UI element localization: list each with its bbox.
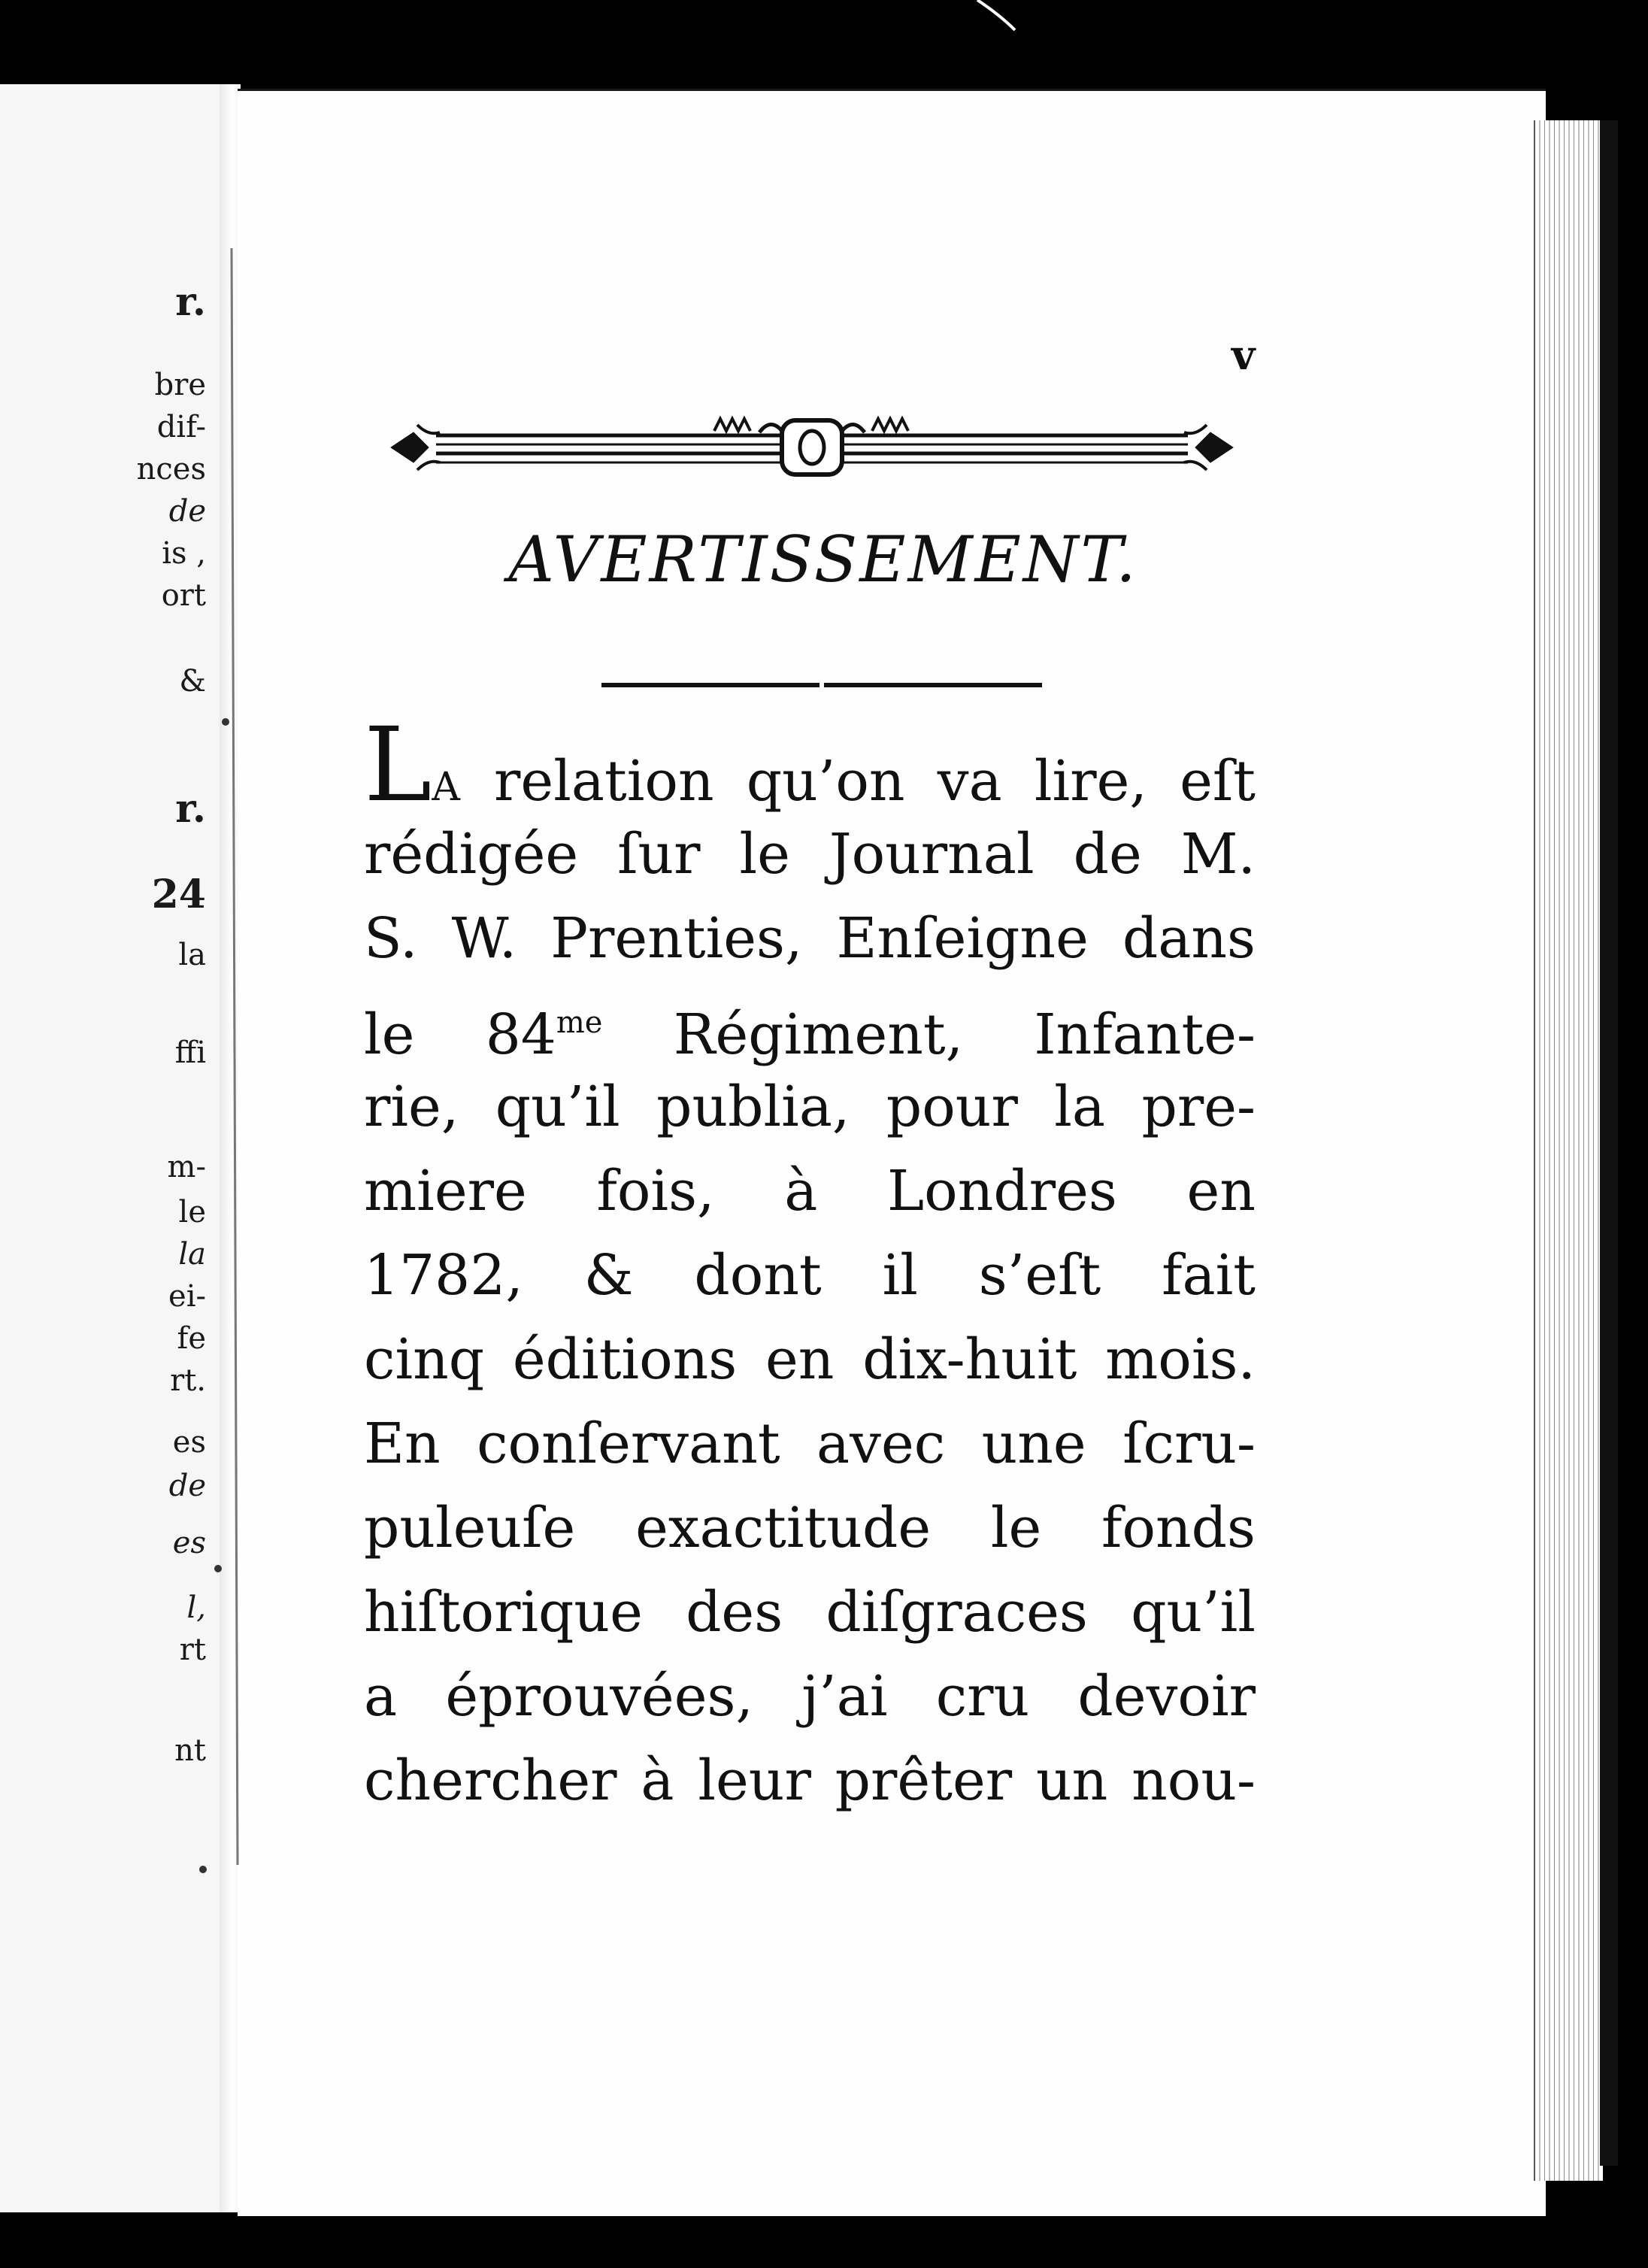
left-page-fragment: es (172, 1425, 206, 1460)
left-page-fragment: r. (175, 786, 206, 832)
left-page-fragment: dif- (156, 410, 206, 444)
text-line: rédigée ſur le Journal de M. (364, 822, 1256, 887)
text-line: puleuſe exactitude le fonds (364, 1496, 1256, 1560)
left-page-fragment: nces (136, 452, 206, 487)
left-page-fragment: l, (186, 1590, 206, 1625)
page-edges (1534, 120, 1603, 2181)
text-line: miere fois, à Londres en (364, 1159, 1256, 1223)
left-page-fragment: & (179, 664, 206, 699)
page-number: v (1231, 331, 1256, 379)
text-line: a éprouvées, j’ai cru devoir (364, 1664, 1256, 1729)
left-page-fragment: m- (167, 1150, 206, 1184)
left-page-fragment: ffi (174, 1035, 206, 1070)
left-page-fragment: nt (174, 1733, 206, 1768)
drop-cap: L (364, 706, 432, 825)
left-page (0, 84, 230, 2212)
text-run: le 84 (364, 1002, 556, 1067)
text-line: chercher à leur prêter un nou- (364, 1748, 1256, 1813)
left-page-fragment: rt (179, 1633, 206, 1667)
left-page-fragment: de (168, 494, 206, 529)
body-text (364, 706, 1256, 1823)
text-line (364, 981, 1256, 1065)
left-page-fragment: le (178, 1195, 206, 1230)
text-line: En conſervant avec une ſcru- (364, 1411, 1256, 1476)
text-line: hiſtorique des diſgraces qu’il (364, 1580, 1256, 1645)
left-page-fragment: rt. (170, 1363, 206, 1398)
superscript: me (556, 1005, 603, 1040)
text-line: 1782, & dont il s’eſt fait (364, 1243, 1256, 1308)
left-page-fragment: fe (177, 1321, 206, 1356)
text-run: Régiment, Infante- (602, 1002, 1256, 1067)
left-page-fragment: la (178, 1237, 206, 1272)
left-page-fragment: ort (161, 578, 206, 613)
left-page-fragment: ei- (168, 1279, 206, 1314)
left-page-fragment: is , (162, 536, 206, 571)
text-line: S. W. Prenties, Enſeigne dans (364, 906, 1256, 971)
title-rule (601, 681, 1042, 690)
left-page-fragment: 24 (151, 872, 206, 917)
text-line: rie, qu’il publia, pour la pre- (364, 1075, 1256, 1139)
text-line: cinq éditions en dix-huit mois. (364, 1327, 1256, 1392)
left-page-fragment: es (172, 1526, 206, 1560)
book-cover-edge (1600, 120, 1618, 2166)
text-line (364, 706, 1256, 825)
text-run: relation qu’on va lire, eſt (461, 749, 1256, 814)
section-title: AVERTISSEMENT. (508, 523, 1138, 596)
small-caps: A (432, 765, 462, 810)
left-page-fragment: la (178, 938, 206, 972)
left-page-fragment: bre (154, 368, 206, 402)
header-ornament (383, 410, 1241, 485)
left-page-fragment: r. (175, 279, 206, 325)
left-page-fragment: de (168, 1469, 206, 1503)
